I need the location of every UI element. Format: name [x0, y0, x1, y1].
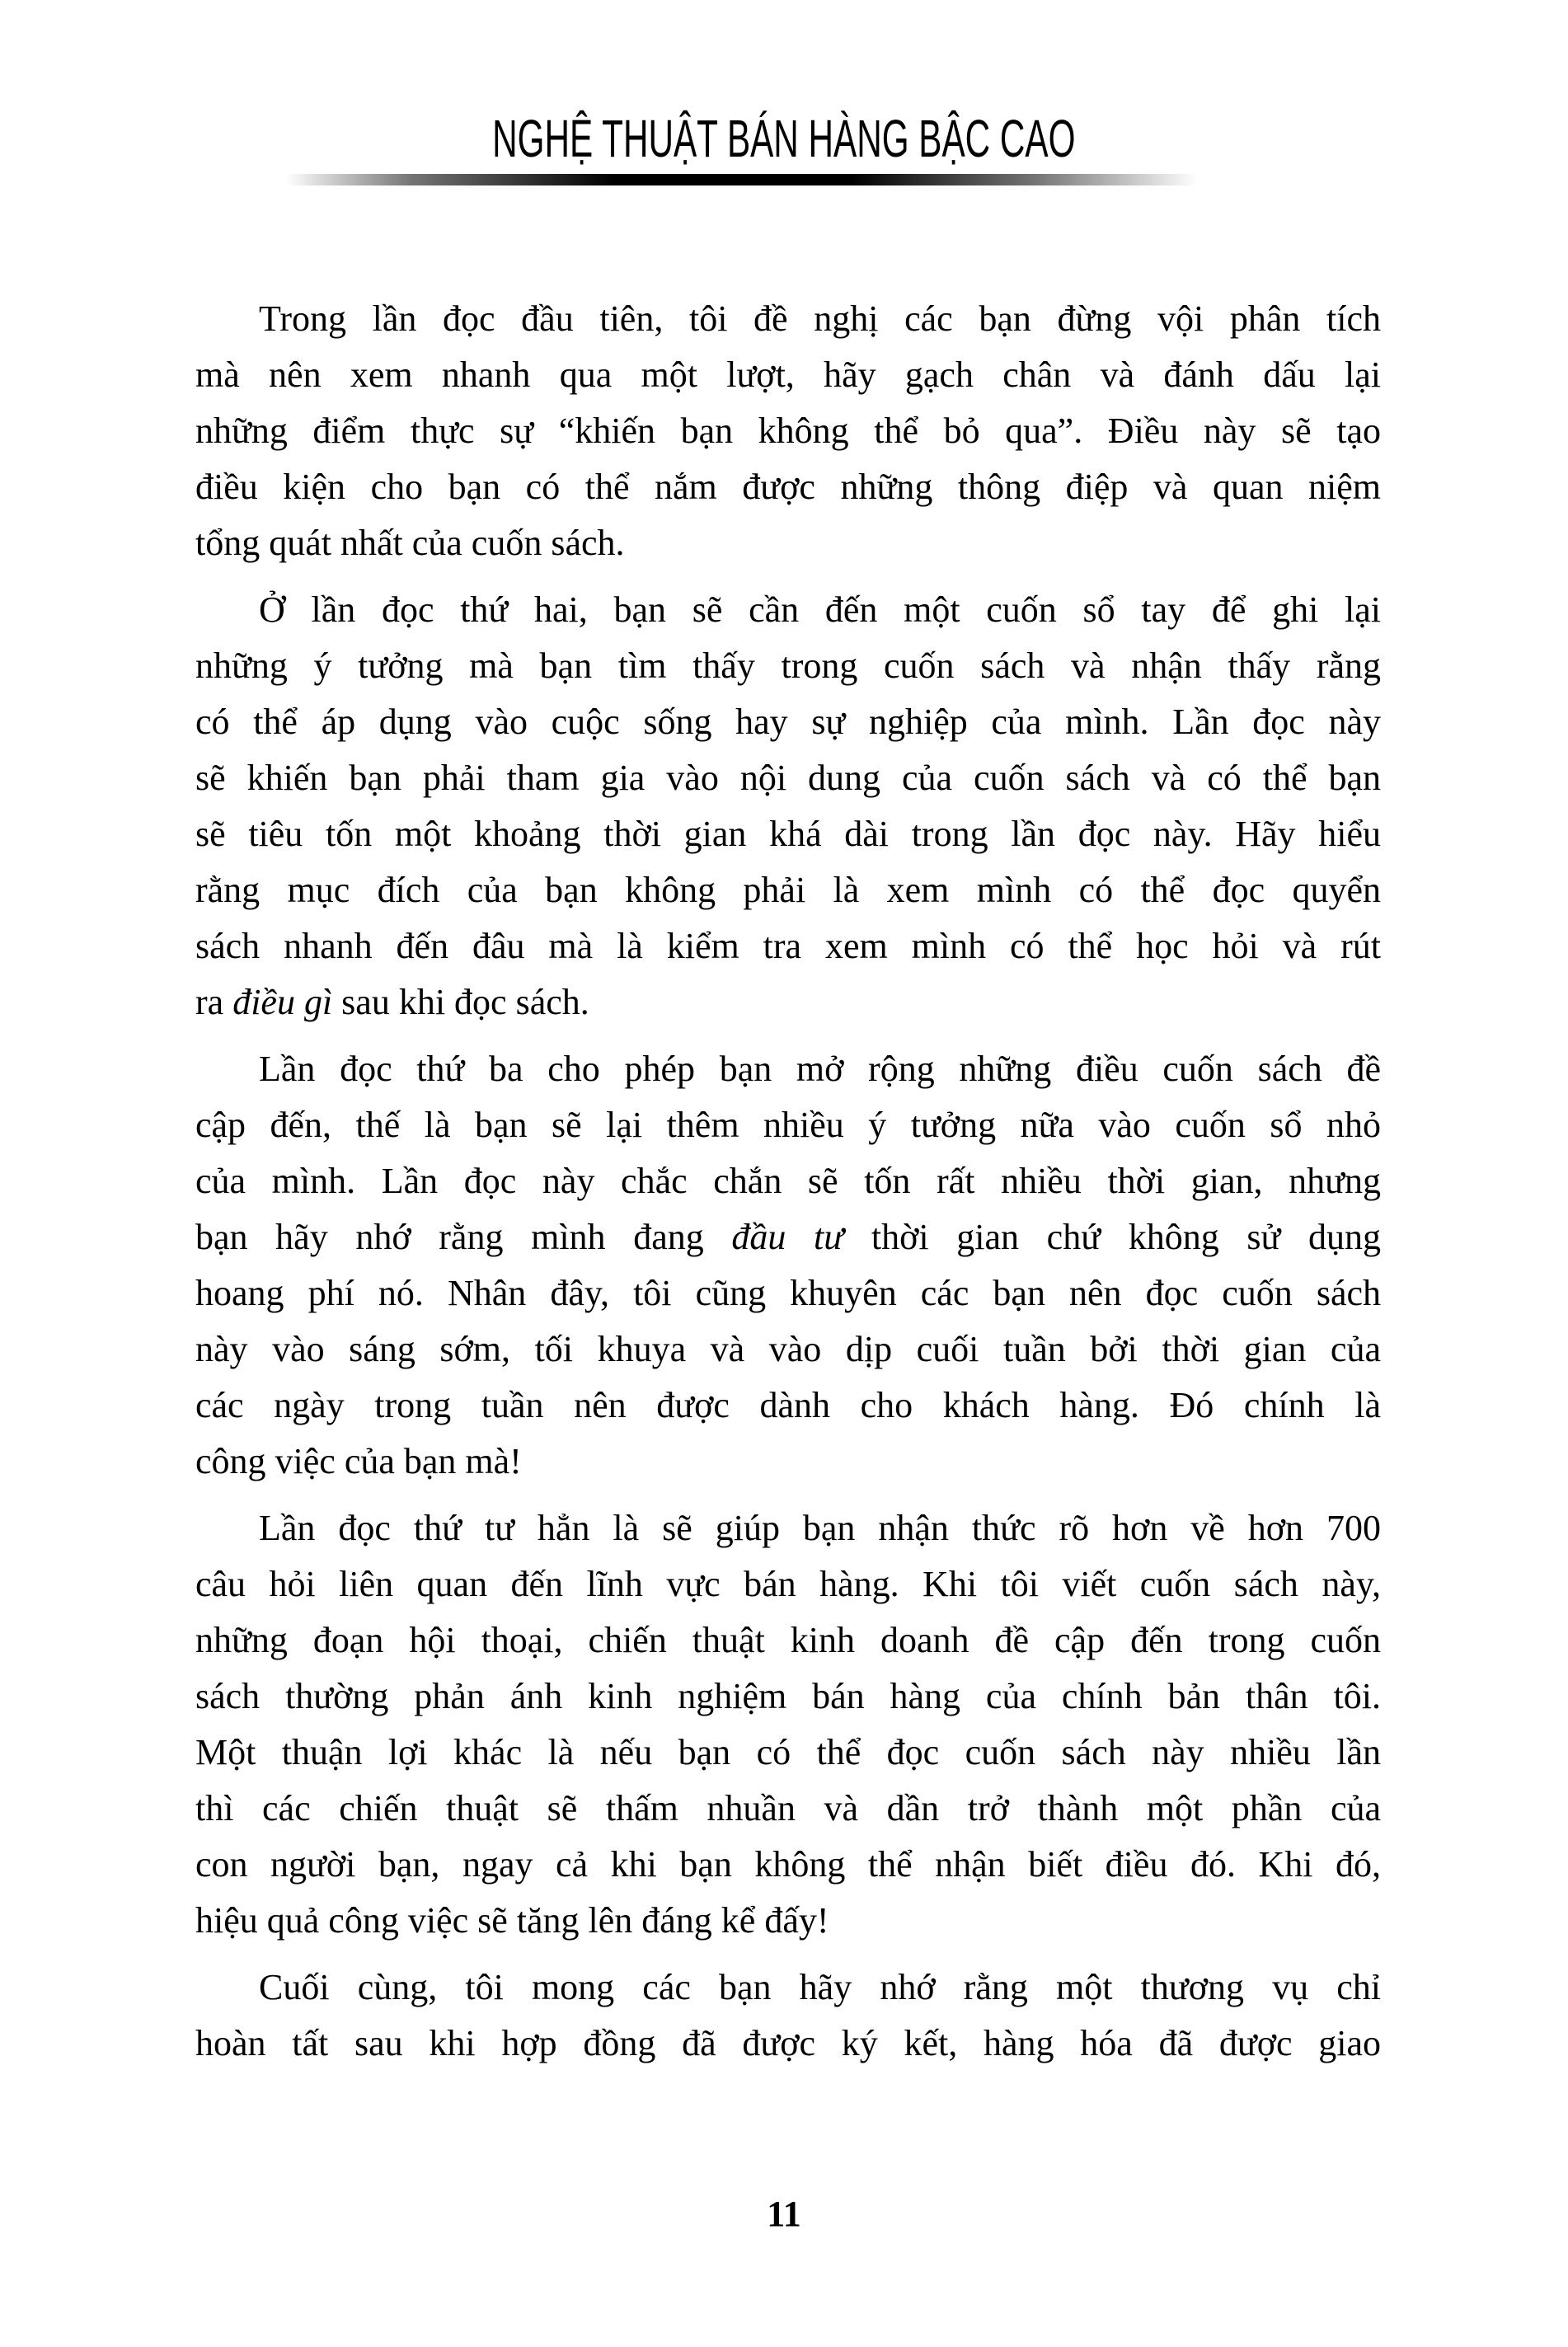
text-line: sẽ tiêu tốn một khoảng thời gian khá dài trong lần đọc này. Hãy hiểu — [195, 814, 1381, 854]
text-line: công việc của bạn mà! — [195, 1441, 522, 1481]
body-text — [195, 291, 1381, 2082]
text-line: ra điều gì sau khi đọc sách. — [195, 982, 589, 1022]
page-header-title: NGHỆ THUẬT BÁN HÀNG BẬC CAO — [492, 109, 1076, 168]
paragraph — [195, 1500, 1381, 1949]
text-line: Trong lần đọc đầu tiên, tôi đề nghị các bạn đừng vội phân tích — [259, 298, 1381, 339]
text-line: rằng mục đích của bạn không phải là xem mình có thể đọc quyển — [195, 870, 1381, 910]
text-line: Cuối cùng, tôi mong các bạn hãy nhớ rằng một thương vụ chỉ — [259, 1967, 1381, 2007]
text-line: mà nên xem nhanh qua một lượt, hãy gạch chân và đánh dấu lại — [195, 354, 1381, 395]
header-divider — [285, 174, 1198, 185]
text-line: những ý tưởng mà bạn tìm thấy trong cuốn sách và nhận thấy rằng — [195, 645, 1381, 686]
paragraph — [195, 1960, 1381, 2072]
text-line: điều kiện cho bạn có thể nắm được những thông điệp và quan niệm — [195, 467, 1381, 507]
text-line: hoàn tất sau khi hợp đồng đã được ký kết, hàng hóa đã được giao — [195, 2023, 1381, 2063]
paragraph — [195, 1041, 1381, 1490]
text-line: những điểm thực sự “khiến bạn không thể bỏ qua”. Điều này sẽ tạo — [195, 411, 1381, 451]
text-line: bạn hãy nhớ rằng mình đang đầu tư thời gian chứ không sử dụng — [195, 1217, 1381, 1257]
text-line: của mình. Lần đọc này chắc chắn sẽ tốn rất nhiều thời gian, nhưng — [195, 1161, 1381, 1201]
paragraph — [195, 582, 1381, 1030]
text-line: các ngày trong tuần nên được dành cho khách hàng. Đó chính là — [195, 1385, 1381, 1425]
text-line: sách nhanh đến đâu mà là kiểm tra xem mình có thể học hỏi và rút — [195, 926, 1381, 966]
text-line: này vào sáng sớm, tối khuya và vào dịp cuối tuần bởi thời gian của — [195, 1329, 1381, 1369]
text-line: câu hỏi liên quan đến lĩnh vực bán hàng. Khi tôi viết cuốn sách này, — [195, 1564, 1381, 1604]
text-line: thì các chiến thuật sẽ thấm nhuần và dần trở thành một phần của — [195, 1788, 1381, 1828]
text-line: Ở lần đọc thứ hai, bạn sẽ cần đến một cuốn sổ tay để ghi lại — [259, 589, 1381, 630]
text-line: có thể áp dụng vào cuộc sống hay sự nghiệp của mình. Lần đọc này — [195, 702, 1381, 742]
paragraph — [195, 291, 1381, 571]
page-number: 11 — [767, 2194, 801, 2234]
text-line: con người bạn, ngay cả khi bạn không thể nhận biết điều đó. Khi đó, — [195, 1844, 1381, 1885]
text-line: sách thường phản ánh kinh nghiệm bán hàng của chính bản thân tôi. — [195, 1676, 1381, 1716]
text-line: Một thuận lợi khác là nếu bạn có thể đọc cuốn sách này nhiều lần — [195, 1732, 1381, 1772]
text-line: Lần đọc thứ ba cho phép bạn mở rộng những điều cuốn sách đề — [259, 1049, 1381, 1089]
text-line: hiệu quả công việc sẽ tăng lên đáng kể đấy! — [195, 1900, 829, 1941]
text-line: những đoạn hội thoại, chiến thuật kinh doanh đề cập đến trong cuốn — [195, 1620, 1381, 1660]
text-line: cập đến, thế là bạn sẽ lại thêm nhiều ý tưởng nữa vào cuốn sổ nhỏ — [195, 1105, 1381, 1145]
page-header — [0, 109, 1568, 168]
text-line: tổng quát nhất của cuốn sách. — [195, 523, 625, 563]
text-line: hoang phí nó. Nhân đây, tôi cũng khuyên các bạn nên đọc cuốn sách — [195, 1273, 1381, 1313]
text-line: Lần đọc thứ tư hẳn là sẽ giúp bạn nhận thức rõ hơn về hơn 700 — [259, 1508, 1381, 1548]
text-line: sẽ khiến bạn phải tham gia vào nội dung của cuốn sách và có thể bạn — [195, 758, 1381, 798]
